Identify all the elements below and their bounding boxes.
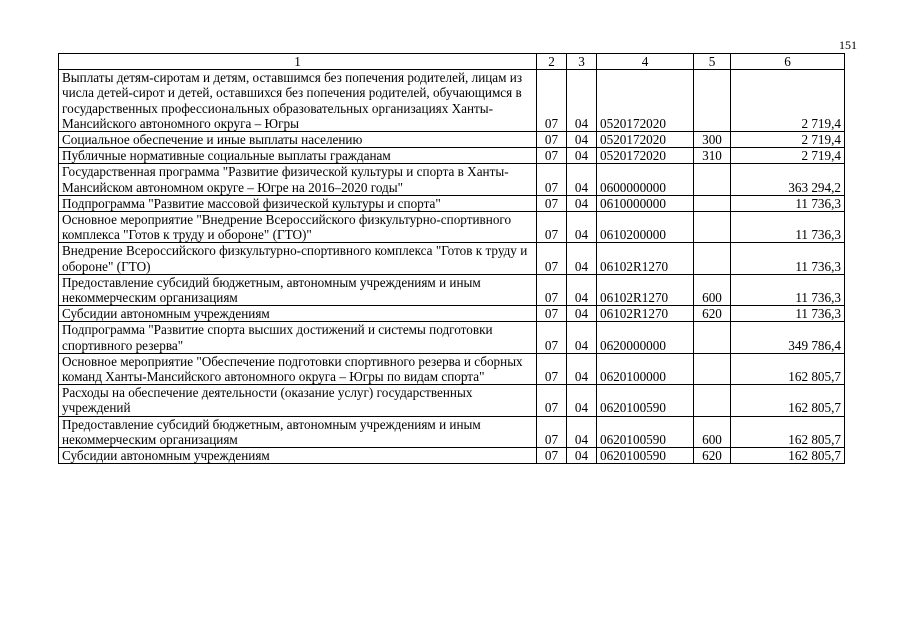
column-header: 1 xyxy=(59,54,537,70)
row-subsection: 04 xyxy=(567,195,597,211)
row-name: Субсидии автономным учреждениям xyxy=(59,448,537,464)
table-row xyxy=(59,274,845,305)
row-subsection: 04 xyxy=(567,322,597,353)
row-amount: 11 736,3 xyxy=(731,274,845,305)
row-section: 07 xyxy=(537,212,567,243)
row-amount: 2 719,4 xyxy=(731,70,845,132)
row-amount: 2 719,4 xyxy=(731,132,845,148)
row-expense-type xyxy=(694,243,731,274)
table-row xyxy=(59,164,845,195)
table-row xyxy=(59,212,845,243)
table-row xyxy=(59,195,845,211)
row-amount: 11 736,3 xyxy=(731,306,845,322)
page-number: 151 xyxy=(839,38,857,52)
row-section: 07 xyxy=(537,306,567,322)
row-expense-type: 600 xyxy=(694,274,731,305)
row-target-code: 0620100590 xyxy=(597,385,694,416)
row-amount: 162 805,7 xyxy=(731,448,845,464)
row-target-code: 0620100000 xyxy=(597,353,694,384)
row-subsection: 04 xyxy=(567,212,597,243)
row-amount: 162 805,7 xyxy=(731,416,845,447)
row-subsection: 04 xyxy=(567,448,597,464)
column-header: 4 xyxy=(597,54,694,70)
table-row xyxy=(59,385,845,416)
table-row xyxy=(59,132,845,148)
table-body xyxy=(59,70,845,464)
row-name: Государственная программа "Развитие физической культуры и спорта в Ханты-Мансийском автономном округе – Югре на 2016–2020 годы" xyxy=(59,164,537,195)
row-amount: 11 736,3 xyxy=(731,212,845,243)
row-subsection: 04 xyxy=(567,132,597,148)
row-section: 07 xyxy=(537,164,567,195)
row-target-code: 0600000000 xyxy=(597,164,694,195)
row-section: 07 xyxy=(537,448,567,464)
row-section: 07 xyxy=(537,148,567,164)
row-name: Субсидии автономным учреждениям xyxy=(59,306,537,322)
row-name: Основное мероприятие "Обеспечение подготовки спортивного резерва и сборных команд Ханты-Мансийского автономного округа – Югры по видам спорта" xyxy=(59,353,537,384)
row-subsection: 04 xyxy=(567,306,597,322)
row-target-code: 0520172020 xyxy=(597,148,694,164)
row-expense-type: 600 xyxy=(694,416,731,447)
table-row xyxy=(59,70,845,132)
row-section: 07 xyxy=(537,274,567,305)
row-section: 07 xyxy=(537,416,567,447)
row-section: 07 xyxy=(537,243,567,274)
table-row xyxy=(59,416,845,447)
row-subsection: 04 xyxy=(567,70,597,132)
row-target-code: 0520172020 xyxy=(597,70,694,132)
row-subsection: 04 xyxy=(567,416,597,447)
row-name: Расходы на обеспечение деятельности (оказание услуг) государственных учреждений xyxy=(59,385,537,416)
row-subsection: 04 xyxy=(567,243,597,274)
row-target-code: 06102R1270 xyxy=(597,306,694,322)
row-amount: 349 786,4 xyxy=(731,322,845,353)
row-expense-type: 300 xyxy=(694,132,731,148)
row-expense-type xyxy=(694,164,731,195)
row-target-code: 0620000000 xyxy=(597,322,694,353)
table-row xyxy=(59,448,845,464)
row-amount: 162 805,7 xyxy=(731,353,845,384)
table-row xyxy=(59,243,845,274)
row-subsection: 04 xyxy=(567,148,597,164)
table-row xyxy=(59,148,845,164)
table-header-row xyxy=(59,54,845,70)
row-amount: 11 736,3 xyxy=(731,243,845,274)
row-section: 07 xyxy=(537,322,567,353)
row-name: Основное мероприятие "Внедрение Всероссийского физкультурно-спортивного комплекса "Готов к труду и обороне" (ГТО)" xyxy=(59,212,537,243)
table-row xyxy=(59,353,845,384)
table-row xyxy=(59,322,845,353)
row-expense-type: 620 xyxy=(694,448,731,464)
row-amount: 2 719,4 xyxy=(731,148,845,164)
row-expense-type xyxy=(694,353,731,384)
row-subsection: 04 xyxy=(567,385,597,416)
column-header: 6 xyxy=(731,54,845,70)
row-name: Предоставление субсидий бюджетным, автономным учреждениям и иным некоммерческим организациям xyxy=(59,416,537,447)
row-section: 07 xyxy=(537,70,567,132)
row-name: Подпрограмма "Развитие массовой физической культуры и спорта" xyxy=(59,195,537,211)
table-row xyxy=(59,306,845,322)
column-header: 2 xyxy=(537,54,567,70)
budget-table xyxy=(58,53,845,464)
row-expense-type xyxy=(694,322,731,353)
row-name: Внедрение Всероссийского физкультурно-спортивного комплекса "Готов к труду и обороне" (ГТО) xyxy=(59,243,537,274)
row-target-code: 06102R1270 xyxy=(597,243,694,274)
row-name: Публичные нормативные социальные выплаты гражданам xyxy=(59,148,537,164)
row-name: Подпрограмма "Развитие спорта высших достижений и системы подготовки спортивного резерва" xyxy=(59,322,537,353)
row-amount: 11 736,3 xyxy=(731,195,845,211)
row-subsection: 04 xyxy=(567,164,597,195)
row-expense-type: 310 xyxy=(694,148,731,164)
row-amount: 363 294,2 xyxy=(731,164,845,195)
row-name: Социальное обеспечение и иные выплаты населению xyxy=(59,132,537,148)
row-target-code: 06102R1270 xyxy=(597,274,694,305)
row-section: 07 xyxy=(537,353,567,384)
row-name: Выплаты детям-сиротам и детям, оставшимся без попечения родителей, лицам из числа детей-сирот и детей, оставшихся без попечения родителей, обучающимся в государственных профессиональных образовательных организациях Ханты-Мансийского автономного округа – Югры xyxy=(59,70,537,132)
row-expense-type xyxy=(694,70,731,132)
row-target-code: 0520172020 xyxy=(597,132,694,148)
row-target-code: 0610200000 xyxy=(597,212,694,243)
row-section: 07 xyxy=(537,385,567,416)
row-target-code: 0620100590 xyxy=(597,448,694,464)
row-expense-type xyxy=(694,385,731,416)
column-header: 3 xyxy=(567,54,597,70)
row-target-code: 0620100590 xyxy=(597,416,694,447)
row-subsection: 04 xyxy=(567,353,597,384)
row-expense-type xyxy=(694,195,731,211)
row-expense-type xyxy=(694,212,731,243)
row-section: 07 xyxy=(537,132,567,148)
row-section: 07 xyxy=(537,195,567,211)
row-expense-type: 620 xyxy=(694,306,731,322)
row-subsection: 04 xyxy=(567,274,597,305)
row-amount: 162 805,7 xyxy=(731,385,845,416)
row-name: Предоставление субсидий бюджетным, автономным учреждениям и иным некоммерческим организациям xyxy=(59,274,537,305)
row-target-code: 0610000000 xyxy=(597,195,694,211)
column-header: 5 xyxy=(694,54,731,70)
